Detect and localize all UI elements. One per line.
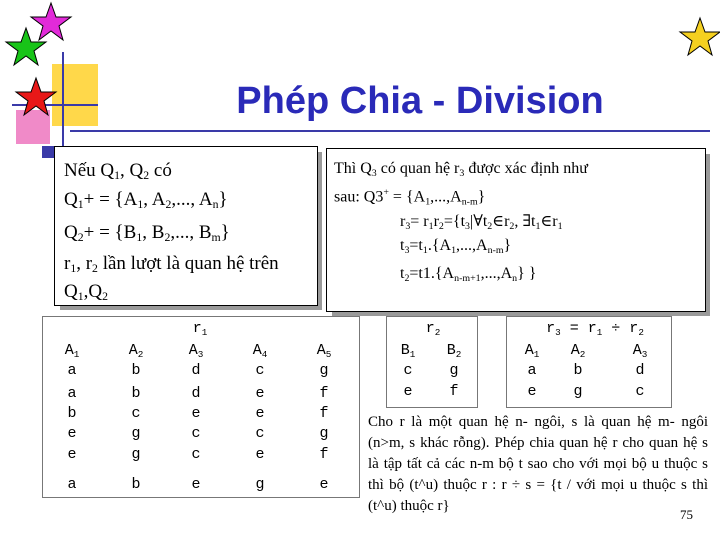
r1-header-3: $A_3$ [188,342,204,360]
r1-cell: g [131,425,141,442]
r1-table-title: $r_1$ [192,320,208,338]
slide-title: Phép Chia - Division [236,80,604,122]
r1-cell: e [191,476,201,493]
r2-cell: g [449,362,459,379]
r3-cell: a [527,362,537,379]
r3-cell: e [527,383,537,400]
r2-table-title: $r_2$ [425,320,441,338]
def-line-2: $Q_1+ = \{A_1$, $A_2$,..., $A_n$} [64,189,228,211]
r1-cell: e [255,405,265,422]
r2-cell: c [403,362,413,379]
r1-cell: c [191,446,201,463]
result-line-4: $t_3=t_1.\{A_1,...,A_{n-m}\}$ [400,237,512,256]
r1-cell: b [131,476,141,493]
r1-header-1: $A_1$ [64,342,80,360]
r1-cell: b [131,385,141,402]
result-line-5: $t_2=t1.\{A_{n-m+1},...,A_n\}$ } [400,265,537,284]
r1-cell: e [191,405,201,422]
r1-cell: g [255,476,265,493]
title-underline [70,130,710,132]
r1-cell: f [319,446,329,463]
result-line-3: $r_3=$ $r_1r_2=\{t_3|\forall t_2\in r_2$, $\exists t_1\in r_1$ [400,213,563,232]
r3-cell: g [573,383,583,400]
r1-cell: b [131,362,141,379]
r1-cell: e [255,385,265,402]
division-explanation: Cho r là một quan hệ n- ngôi, s là quan hệ m- ngôi (n>m, s khác rỗng). Phép chia quan hệ r cho quan hệ s là tập tất cả các n-m bộ t sao cho với mọi bộ u thuộc s thì bộ (t^u) thuộc r : r ÷ s = {t / với mọi u thuộc s thì (t^u) thuộc r} [368,414,708,514]
r3-cell: c [635,383,645,400]
r1-cell: g [319,362,329,379]
r2-header-2: $B_2$ [446,342,462,360]
r1-header-2: $A_2$ [128,342,144,360]
def-line-4: $r_1$, $r_2$ lần lượt là quan hệ trên [64,253,279,275]
r3-header-2: $A_2$ [570,342,586,360]
def-line-3: $Q_2+ = \{B_1$, $B_2$,..., $B_m$} [64,222,230,244]
def-line-1: Nếu $Q_1$, $Q_2$ có [64,160,172,182]
r3-cell: b [573,362,583,379]
r1-cell: e [67,425,77,442]
r1-header-5: $A_5$ [316,342,332,360]
result-line-1: Thì $Q_3$ có quan hệ $r_3$ được xác định như [334,160,588,179]
r1-cell: e [67,446,77,463]
r1-cell: c [131,405,141,422]
def-line-5: $Q_1,Q_2$ [64,281,108,303]
r1-cell: c [255,425,265,442]
decor-blue-square [42,146,54,158]
r1-cell: a [67,362,77,379]
r1-cell: g [319,425,329,442]
r1-cell: c [191,425,201,442]
magenta-star-icon [31,3,71,40]
r3-header-3: $A_3$ [632,342,648,360]
r1-cell: e [319,476,329,493]
r3-table-title: $r_3 = r_1 \div r_2$ [546,320,644,338]
result-line-2: sau: $Q3^+ = \{A_1,...,A_{n-m}\}$ [334,187,486,208]
r2-cell: f [449,383,459,400]
r3-header-1: $A_1$ [524,342,540,360]
red-star-icon [16,78,56,115]
r1-cell: f [319,385,329,402]
yellow-star-icon [680,18,720,55]
r2-cell: e [403,383,413,400]
r1-cell: a [67,476,77,493]
r1-cell: g [131,446,141,463]
r1-cell: c [255,362,265,379]
green-star-icon [6,28,46,65]
page-number: 75 [680,507,693,522]
r3-cell: d [635,362,645,379]
r1-cell: d [191,362,201,379]
r1-cell: f [319,405,329,422]
r2-header-1: $B_1$ [400,342,416,360]
r1-cell: b [67,405,77,422]
r1-cell: e [255,446,265,463]
r1-cell: d [191,385,201,402]
r1-header-4: $A_4$ [252,342,268,360]
r1-cell: a [67,385,77,402]
